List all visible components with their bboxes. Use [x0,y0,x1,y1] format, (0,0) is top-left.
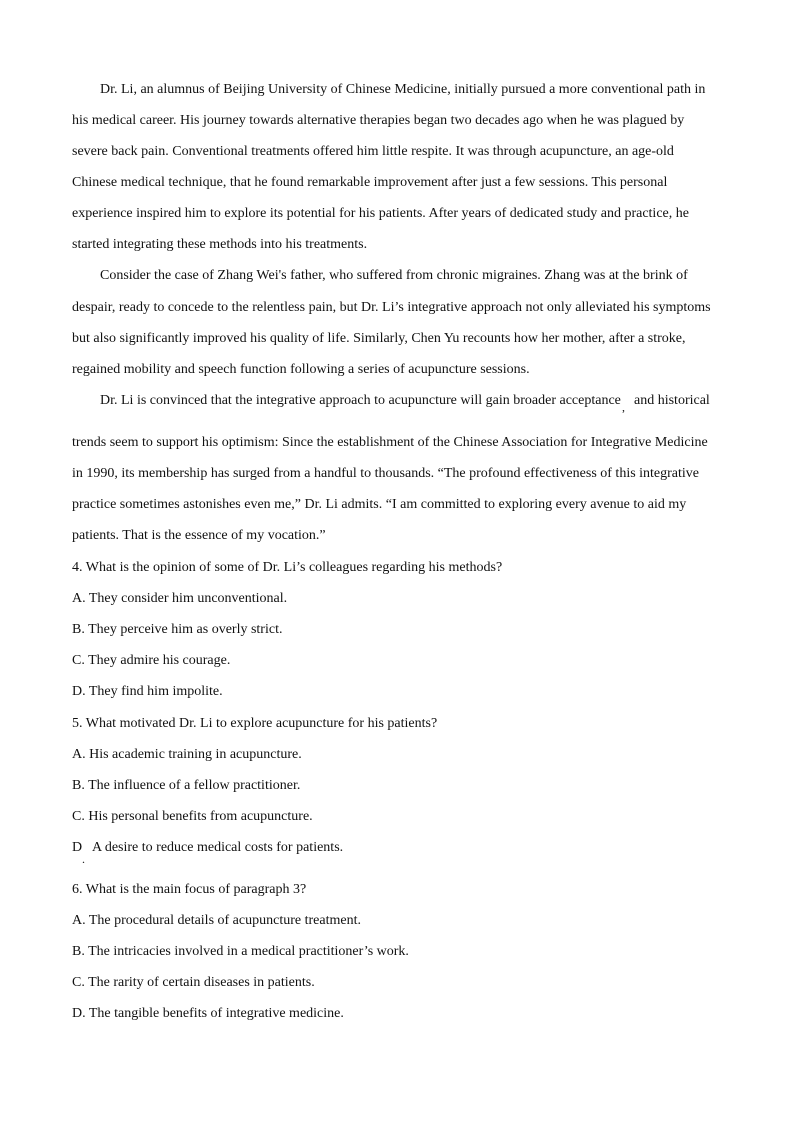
answer-option[interactable]: A. His academic training in acupuncture. [72,747,302,762]
text-line: patients. That is the essence of my vocation.” [72,528,326,543]
answer-option[interactable]: A. The procedural details of acupuncture treatment. [72,913,361,928]
text-line: Dr. Li is convinced that the integrative approach to acupuncture will gain broader acceptance [100,393,621,408]
text-line: Dr. Li, an alumnus of Beijing University of Chinese Medicine, initially pursued a more conventional path in [100,82,706,97]
text-line: but also significantly improved his quality of life. Similarly, Chen Yu recounts how her mother, after a stroke, [72,331,686,346]
text-line: despair, ready to concede to the relentless pain, but Dr. Li’s integrative approach not only alleviated his symptoms [72,300,711,315]
text-line: started integrating these methods into his treatments. [72,237,368,252]
option-text: A desire to reduce medical costs for patients. [92,840,344,855]
text-line: Consider the case of Zhang Wei's father, who suffered from chronic migraines. Zhang was at the brink of [100,268,688,283]
answer-option[interactable]: B. They perceive him as overly strict. [72,622,283,637]
text-line: regained mobility and speech function following a series of acupuncture sessions. [72,362,530,377]
text-line: his medical career. His journey towards alternative therapies began two decades ago when he was plagued by [72,113,685,128]
text-line: practice sometimes astonishes even me,” Dr. Li admits. “I am committed to exploring every avenue to aid my [72,497,687,512]
text-line: and historical [634,393,710,408]
question-stem: 6. What is the main focus of paragraph 3? [72,882,307,897]
text-line: Chinese medical technique, that he found remarkable improvement after just a few sessions. This personal [72,175,668,190]
answer-option[interactable]: C. His personal benefits from acupuncture. [72,809,313,824]
answer-option[interactable]: D. They find him impolite. [72,684,223,699]
answer-option[interactable]: B. The influence of a fellow practitioner. [72,778,301,793]
option-dot: . [82,852,85,866]
answer-option[interactable]: B. The intricacies involved in a medical practitioner’s work. [72,944,409,959]
text-line: severe back pain. Conventional treatments offered him little respite. It was through acupuncture, an age-old [72,144,674,159]
answer-option[interactable]: A. They consider him unconventional. [72,591,288,606]
answer-option[interactable]: C. They admire his courage. [72,653,231,668]
text-line: experience inspired him to explore its potential for his patients. After years of dedicated study and practice, he [72,206,689,221]
answer-option[interactable]: C. The rarity of certain diseases in patients. [72,975,315,990]
answer-option[interactable]: D. The tangible benefits of integrative medicine. [72,1006,344,1021]
text-line: trends seem to support his optimism: Since the establishment of the Chinese Association for Integrative Medicine [72,435,708,450]
question-stem: 4. What is the opinion of some of Dr. Li’s colleagues regarding his methods? [72,560,503,575]
stray-comma: , [622,400,625,414]
question-stem: 5. What motivated Dr. Li to explore acupuncture for his patients? [72,716,438,731]
option-letter: D [72,840,83,855]
text-line: in 1990, its membership has surged from a handful to thousands. “The profound effectiveness of this integrative [72,466,700,481]
